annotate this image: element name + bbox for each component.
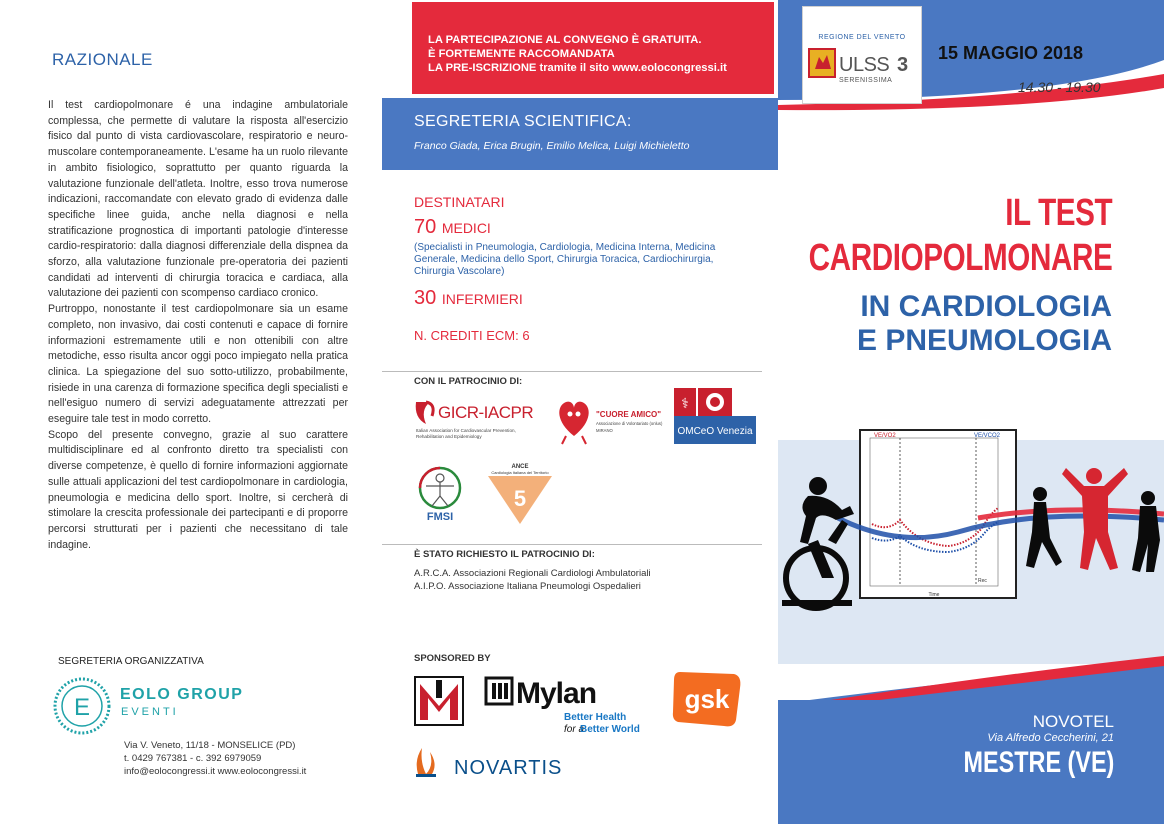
razionale-paragraph: Scopo del presente convegno, grazie al suo carattere multidisciplinare ed al confronto diretto tra specialisti con diverse competenze, è quello di fornire informazioni aggiornate sulle attuali applicazioni del test cardiopolmonare in cardiologia, pneumologia e medicina dello sport. Inoltre, si cercherà di stimolare la crescita professionale dei partecipanti e di proporre percorsi strutturati per i pazienti che necessitano di tale indagine. [48, 428, 348, 551]
gsk-logo [670, 668, 744, 730]
serenissima-text: SERENISSIMA [839, 77, 893, 84]
razionale-body [48, 98, 348, 553]
gicr-mark-icon [416, 402, 430, 424]
ulss-text: ULSS [839, 54, 890, 76]
arca-name: Associazioni Regionali Cardiologi Ambulatoriali [453, 568, 651, 579]
medici-count: 70 [414, 216, 437, 238]
mylan-name: Mylan [516, 677, 597, 710]
razionale-paragraph: Il test cardiopolmonare é una indagine ambulatoriale complessa, che permette di valutare la risposta all'esercizio fisico dal punto di vista cardiovascolare, respiratorio e neuro-muscolare contemporaneamente. L'esame ha un ruolo rilevante in ambito fisiologico, soprattutto per quanto riguarda la valutazione funzionale dell'atleta. Inoltre, esso trova numerose indicazioni, raccomandate con elevato grado di evidenza dalle specifiche linee guida, anche nella diagnosi e nella stratificazione prognostica di importanti patologie d'interesse cardio-respiratorio: dalla diagnosi differenziale della dispnea da sforzo, alla valutazione funzionale pre-operatoria dei pazienti candidati ad interventi di chirurgia toracica e cardiaca, alla valutazione dei pazienti con scompenso cardiaco cronico. [48, 99, 348, 300]
event-subtitle-line-1: IN CARDIOLOGIA [860, 290, 1112, 323]
ecm-credits: N. CREDITI ECM: 6 [414, 328, 530, 343]
sponsored-label: SPONSORED BY [414, 653, 491, 664]
org-contacts [124, 739, 306, 778]
runner-icon [1026, 487, 1062, 568]
patronage-label: CON IL PATROCINIO DI: [414, 376, 523, 387]
cuore-amico-sub2: MIRANO [596, 428, 613, 433]
aipo-name: Associazione Italiana Pneumologi Ospedalieri [448, 581, 641, 592]
requested-patronage-label: È STATO RICHIESTO IL PATROCINIO DI: [414, 549, 595, 560]
ulss-logo [802, 6, 922, 104]
chart-label-left: VE/VO2 [874, 433, 896, 439]
razionale-title: RAZIONALE [52, 50, 153, 69]
razionale-paragraph: Purtroppo, nonostante il test cardiopolmonare sia un esame completo, non invasivo, dai costi contenuti e capace di fornire informazioni estremamente utili e non ottenibili con altre metodiche, esso risulta ancor oggi poco impiegato nella pratica clinica. La spiegazione del suo sotto-utilizzo, probabilmente, risiede in una carenza di formazione specifica degli specialisti e nell'esiguo numero di servizi adeguatamente attrezzati per eseguire tale test in modo corretto. [48, 303, 348, 426]
infermieri-line [414, 287, 523, 310]
aipo-acronym: A.I.P.O. [414, 581, 447, 592]
mylan-tagline-1: Better Health [564, 712, 627, 723]
gicr-logo [412, 396, 552, 442]
arca-acronym: A.R.C.A. [414, 568, 451, 579]
eolo-logo-letter: E [73, 694, 91, 721]
novartis-name: NOVARTIS [454, 757, 563, 779]
cuore-amico-logo [554, 392, 674, 446]
scientific-secretariat-banner [382, 98, 778, 170]
contact-address: Via V. Veneto, 11/18 - MONSELICE (PD) [124, 740, 296, 751]
divider [382, 371, 762, 372]
fmsi-name: FMSI [426, 511, 454, 523]
event-title-line-2: CARDIOPOLMONARE [808, 237, 1112, 279]
requested-patronage-item [414, 580, 651, 593]
regione-text: REGIONE DEL VENETO [818, 34, 906, 41]
novartis-flame-icon [417, 748, 426, 774]
venue-name: NOVOTEL [1032, 712, 1114, 731]
cyclist-icon [782, 477, 854, 608]
mylan-tagline-2-post: Better World [580, 724, 640, 735]
gsk-name: gsk [684, 684, 730, 714]
contact-phone: t. 0429 767381 - c. 392 6979059 [124, 753, 262, 764]
cuore-amico-name: "CUORE AMICO" [596, 410, 662, 419]
cuore-amico-sub1: Associazione di Volontariato (onlus) [596, 421, 663, 426]
eolo-sub: EVENTI [121, 706, 179, 718]
ance-sub: Cardiologia Italiana del Territorio [491, 470, 549, 475]
mylan-tagline-2-pre: for a [564, 724, 585, 735]
mylan-logo [484, 674, 664, 738]
ance-logo [484, 460, 556, 526]
event-subtitle-line-2: E PNEUMOLOGIA [856, 324, 1112, 357]
chart-xlabel: Time [928, 592, 940, 598]
registration-line: LA PARTECIPAZIONE AL CONVEGNO È GRATUITA. [428, 34, 702, 46]
destinatari-label: DESTINATARI [414, 194, 505, 210]
org-label: SEGRETERIA ORGANIZZATIVA [58, 656, 204, 667]
gicr-name: GICR-IACPR [438, 403, 534, 422]
registration-text [428, 33, 727, 75]
divider [382, 544, 762, 545]
event-date: 15 MAGGIO 2018 [938, 43, 1084, 63]
ance-name: ANCE [511, 464, 529, 470]
medici-label: MEDICI [441, 220, 491, 236]
infermieri-count: 30 [414, 287, 437, 309]
event-title-line-1: IL TEST [1004, 192, 1112, 234]
registration-line[interactable]: LA PRE-ISCRIZIONE tramite il sito www.eolocongressi.it [428, 62, 727, 74]
medici-line [414, 216, 491, 239]
omceo-symbol-icon: ⚕ [681, 395, 689, 411]
heart-icon [559, 402, 588, 436]
fmsi-logo [412, 464, 468, 524]
registration-line: È FORTEMENTE RACCOMANDATA [428, 48, 615, 60]
medici-specialties: (Specialisti in Pneumologia, Cardiologia, Medicina Interna, Medicina Generale, Medicina dello Sport, Chirurgia Toracica, Cardiochirurgia, Chirurgia Vascolare) [414, 242, 716, 277]
menarini-logo-icon [414, 676, 464, 726]
novartis-logo [412, 744, 592, 780]
chart-rec-label: Rec [978, 578, 987, 584]
cardiopulmonary-illustration [778, 428, 1164, 664]
infermieri-label: INFERMIERI [441, 291, 523, 307]
ulss-number: 3 [897, 54, 909, 76]
scientific-secretariat-names: Franco Giada, Erica Brugin, Emilio Melica, Luigi Michieletto [414, 140, 690, 152]
event-time: 14.30 - 19.30 [1018, 79, 1101, 95]
gicr-sub1: Italian Association for Cardiovascular Prevention, [416, 428, 516, 433]
scientific-secretariat-title: SEGRETERIA SCIENTIFICA: [414, 113, 632, 130]
venue-address: Via Alfredo Ceccherini, 21 [987, 732, 1114, 744]
omceo-name: OMCeO Venezia [677, 426, 753, 437]
runner-icon [1132, 491, 1160, 572]
eolo-name: EOLO GROUP [120, 686, 244, 703]
gicr-sub2: Rehabilitation and Epidemiology [416, 434, 482, 439]
vitruvian-man-icon [436, 474, 444, 482]
chart-label-right: VE/VCO2 [974, 433, 1001, 439]
eolo-logo-icon [52, 676, 112, 736]
requested-patronage-item [414, 567, 651, 580]
requested-patronage-list [414, 567, 651, 593]
svg-text:5: 5 [513, 486, 527, 511]
contact-web[interactable]: info@eolocongressi.it www.eolocongressi.it [124, 766, 307, 777]
omceo-logo [674, 386, 756, 446]
venue-city: MESTRE (VE) [963, 746, 1114, 779]
